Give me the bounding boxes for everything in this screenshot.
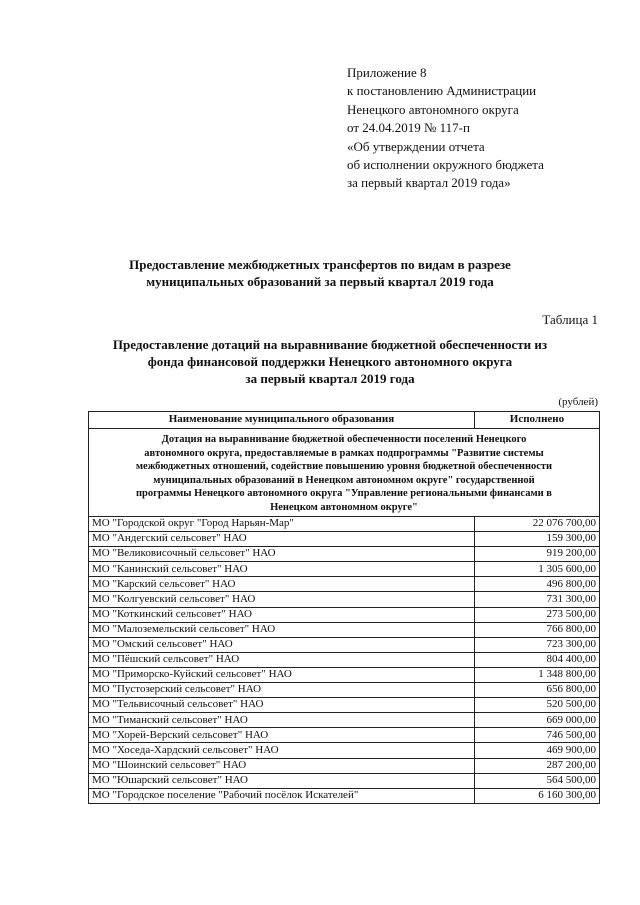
row-value: 669 000,00 — [474, 713, 599, 728]
table-row — [89, 713, 600, 728]
row-name: МО "Андегский сельсовет" НАО — [89, 532, 475, 547]
section-line: Дотация на выравнивание бюджетной обеспеченности поселений Ненецкого — [161, 434, 527, 445]
table-row — [89, 683, 600, 698]
row-value: 656 800,00 — [474, 683, 599, 698]
table-row — [89, 607, 600, 622]
row-value: 159 300,00 — [474, 532, 599, 547]
document-title-line: муниципальных образований за первый квартал 2019 года — [146, 274, 494, 289]
appendix-line: от 24.04.2019 № 117-п — [347, 120, 470, 136]
row-value: 22 076 700,00 — [474, 517, 599, 532]
row-value: 766 800,00 — [474, 622, 599, 637]
row-name: МО "Приморско-Куйский сельсовет" НАО — [89, 667, 475, 682]
row-value: 919 200,00 — [474, 547, 599, 562]
row-name: МО "Великовисочный сельсовет" НАО — [89, 547, 475, 562]
row-name: МО "Малоземельский сельсовет" НАО — [89, 622, 475, 637]
table-title-line: Предоставление дотаций на выравнивание бюджетной обеспеченности из — [112, 337, 548, 352]
table-row — [89, 652, 600, 667]
table-header-row — [89, 412, 600, 429]
section-line: межбюджетных отношений, содействие повышению уровня бюджетной обеспеченности — [135, 461, 553, 472]
row-name: МО "Шоинский сельсовет" НАО — [89, 758, 475, 773]
table-row — [89, 728, 600, 743]
section-line: муниципальных образований в Ненецком автономном округе" государственной — [153, 474, 535, 486]
table-row — [89, 637, 600, 652]
row-name: МО "Хорей-Верский сельсовет" НАО — [89, 728, 475, 743]
table-row — [89, 547, 600, 562]
transfers-table — [88, 411, 600, 804]
table-row — [89, 577, 600, 592]
table-row — [89, 532, 600, 547]
document-title-line: Предоставление межбюджетных трансфертов по видам в разрезе — [129, 257, 511, 272]
table-row — [89, 788, 600, 803]
row-value: 469 900,00 — [474, 743, 599, 758]
row-value: 731 300,00 — [474, 592, 599, 607]
table-title — [60, 336, 600, 387]
table-row — [89, 592, 600, 607]
header-value: Исполнено — [474, 412, 599, 429]
section-description — [89, 429, 600, 517]
section-row — [89, 429, 600, 517]
appendix-header — [347, 64, 544, 193]
appendix-line: «Об утверждении отчета — [347, 138, 485, 154]
row-value: 273 500,00 — [474, 607, 599, 622]
appendix-line: Приложение 8 — [347, 65, 427, 80]
table-title-line: фонда финансовой поддержки Ненецкого автономного округа — [147, 354, 513, 369]
section-line: Ненецком автономном округе" — [270, 501, 418, 513]
section-line: автономного округа, предоставляемые в рамках подпрограммы "Развитие системы — [144, 447, 544, 459]
row-value: 1 348 800,00 — [474, 667, 599, 682]
document-title — [60, 256, 580, 290]
appendix-line: Ненецкого автономного округа — [347, 101, 519, 117]
row-value: 1 305 600,00 — [474, 562, 599, 577]
row-name: МО "Хоседа-Хардский сельсовет" НАО — [89, 743, 475, 758]
row-name: МО "Тельвисочный сельсовет" НАО — [89, 698, 475, 713]
table-row — [89, 622, 600, 637]
appendix-line: об исполнении окружного бюджета — [347, 157, 544, 173]
row-value: 804 400,00 — [474, 652, 599, 667]
appendix-line: за первый квартал 2019 года» — [347, 175, 511, 191]
row-value: 6 160 300,00 — [474, 788, 599, 803]
table-row — [89, 562, 600, 577]
header-name: Наименование муниципального образования — [89, 412, 475, 429]
row-name: МО "Пустозерский сельсовет" НАО — [89, 683, 475, 698]
table-row — [89, 758, 600, 773]
row-value: 520 500,00 — [474, 698, 599, 713]
section-line: программы Ненецкого автономного округа "Управление региональными финансами в — [136, 488, 552, 499]
row-name: МО "Карский сельсовет" НАО — [89, 577, 475, 592]
table-row — [89, 517, 600, 532]
table-row — [89, 773, 600, 788]
table-label: Таблица 1 — [542, 312, 598, 327]
table-title-line: за первый квартал 2019 года — [245, 371, 415, 386]
units-label: (рублей) — [558, 396, 598, 408]
row-name: МО "Юшарский сельсовет" НАО — [89, 773, 475, 788]
row-name: МО "Городской округ "Город Нарьян-Мар" — [89, 517, 475, 532]
row-value: 723 300,00 — [474, 637, 599, 652]
table-row — [89, 698, 600, 713]
row-value: 746 500,00 — [474, 728, 599, 743]
table-row — [89, 743, 600, 758]
row-name: МО "Коткинский сельсовет" НАО — [89, 607, 475, 622]
appendix-line: к постановлению Администрации — [347, 83, 537, 99]
row-name: МО "Канинский сельсовет" НАО — [89, 562, 475, 577]
table-row — [89, 667, 600, 682]
row-value: 287 200,00 — [474, 758, 599, 773]
row-name: МО "Пёшский сельсовет" НАО — [89, 652, 475, 667]
row-value: 564 500,00 — [474, 773, 599, 788]
row-name: МО "Омский сельсовет" НАО — [89, 637, 475, 652]
row-name: МО "Колгуевский сельсовет" НАО — [89, 592, 475, 607]
row-name: МО "Тиманский сельсовет" НАО — [89, 713, 475, 728]
row-name: МО "Городское поселение "Рабочий посёлок Искателей" — [89, 788, 475, 803]
row-value: 496 800,00 — [474, 577, 599, 592]
